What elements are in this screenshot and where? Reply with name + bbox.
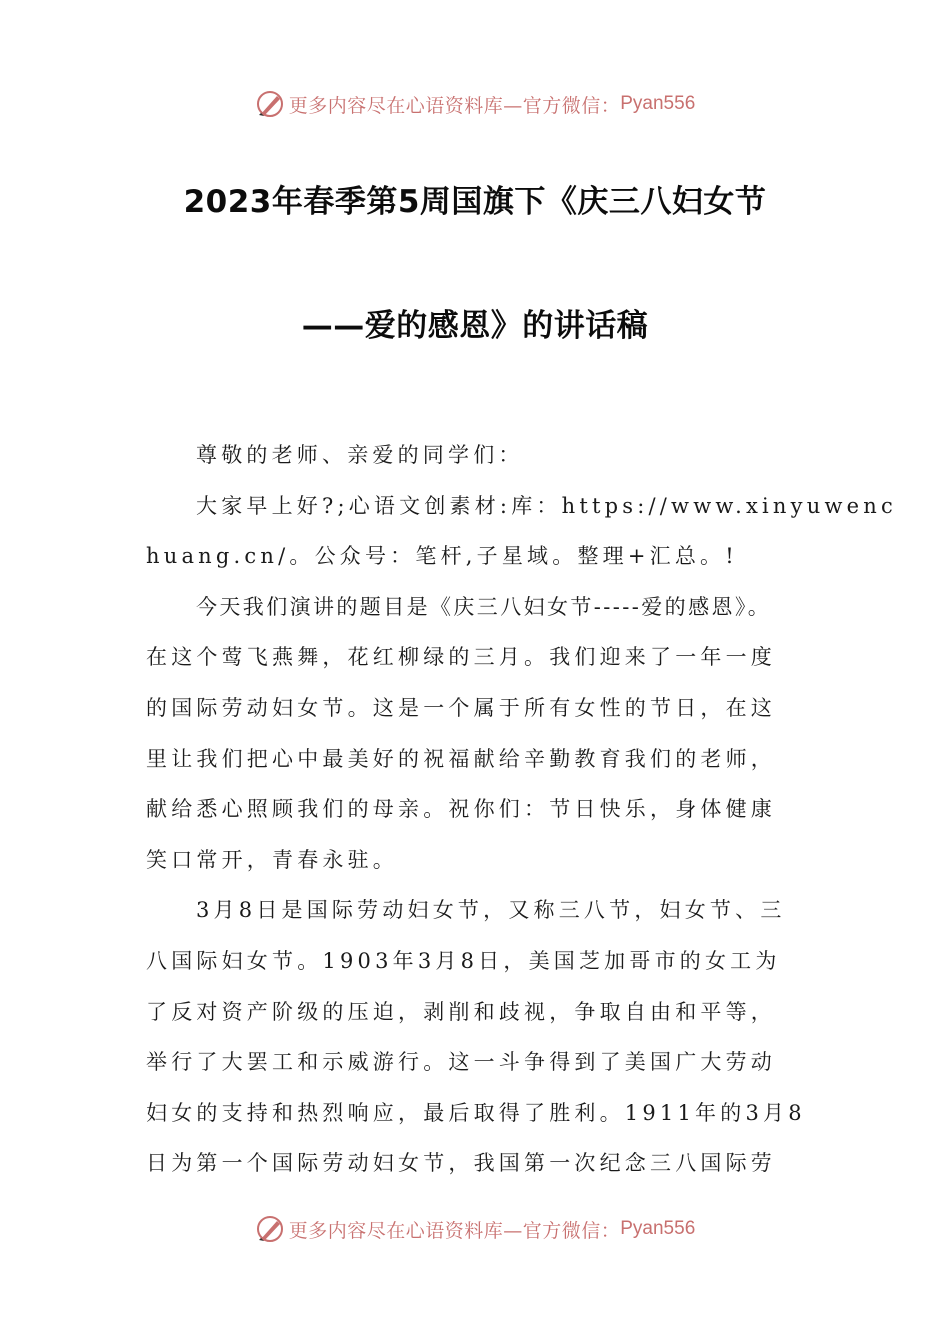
watermark-text: 更多内容尽在心语资料库—官方微信： (288, 94, 621, 117)
footer-watermark (0, 1211, 950, 1247)
paragraph-line: 大家早上好?;心语文创素材:库：https://www.xinyuwenc (196, 493, 897, 518)
speech-body (146, 430, 897, 1189)
paragraph-line: 在这个莺飞燕舞，花红柳绿的三月。我们迎来了一年一度 (146, 645, 776, 670)
pen-logo-icon (255, 1214, 285, 1244)
page-title-line-2: ——爱的感恩》的讲话稿 (301, 308, 649, 344)
paragraph-line: 举行了大罢工和示威游行。这一斗争得到了美国广大劳动 (146, 1050, 776, 1075)
pen-logo-icon (255, 89, 285, 119)
page-title-line-1: 2023年春季第5周国旗下《庆三八妇女节 (183, 184, 767, 220)
paragraph-line: 献给悉心照顾我们的母亲。祝你们：节日快乐，身体健康 (146, 797, 776, 822)
paragraph-line: 笑口常开，青春永驻。 (146, 847, 398, 872)
header-watermark (0, 86, 950, 122)
paragraph-line: 3月8日是国际劳动妇女节，又称三八节，妇女节、三 (196, 898, 786, 923)
paragraph-line: 里让我们把心中最美好的祝福献给辛勤教育我们的老师， (146, 746, 776, 771)
paragraph-line: 今天我们演讲的题目是《庆三八妇女节-----爱的感恩》。 (196, 594, 772, 619)
salutation: 尊敬的老师、亲爱的同学们： (196, 443, 524, 467)
paragraph-line: 了反对资产阶级的压迫，剥削和歧视，争取自由和平等， (146, 999, 776, 1024)
watermark-wechat-id: Pyan556 (620, 93, 696, 114)
paragraph-line: 八国际妇女节。1903年3月8日，美国芝加哥市的女工为 (146, 948, 781, 973)
paragraph-line: 的国际劳动妇女节。这是一个属于所有女性的节日，在这 (146, 695, 776, 720)
watermark-wechat-id: Pyan556 (620, 1218, 696, 1239)
paragraph-line: 日为第一个国际劳动妇女节，我国第一次纪念三八国际劳 (146, 1151, 776, 1176)
paragraph-line: 妇女的支持和热烈响应，最后取得了胜利。1911年的3月8 (146, 1100, 806, 1125)
watermark-text: 更多内容尽在心语资料库—官方微信： (288, 1219, 621, 1242)
paragraph-line: huang.cn/。公众号：笔杆,子星域。整理+汇总。! (146, 544, 738, 569)
